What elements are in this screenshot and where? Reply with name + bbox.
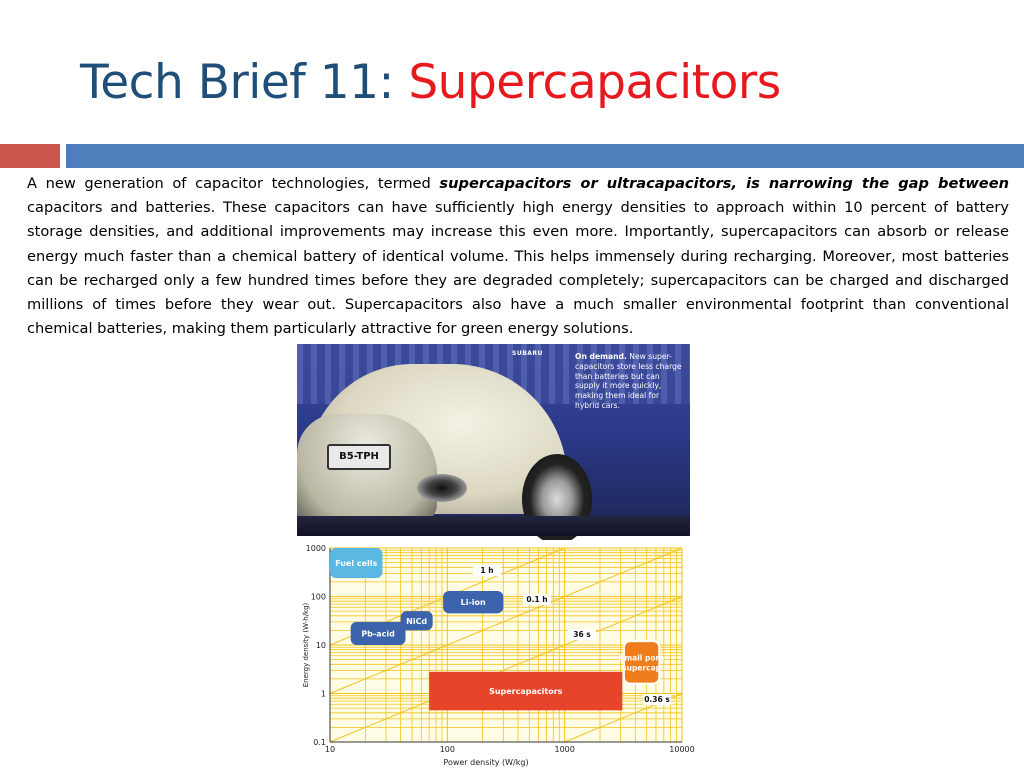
slide-title-accent: Supercapacitors [408,55,781,110]
photo-caption-bold: On demand. [575,352,627,361]
y-tick-label: 100 [310,592,326,602]
time-label: 0.36 s [644,695,670,704]
ragone-chart [297,540,695,768]
slide-title-main: Tech Brief 11: [80,55,394,110]
region-label: Small pore [618,653,665,663]
region-label: Li-ion [460,598,486,608]
title-divider-right-bar [66,144,1024,168]
time-label: 1 h [480,566,494,575]
time-label: 0.1 h [526,595,548,604]
region-label: NiCd [406,616,428,626]
region-label: Fuel cells [335,559,378,569]
region-label: Pb-acid [361,629,395,639]
y-tick-label: 0.1 [313,738,326,747]
title-divider-left-bar [0,144,60,168]
region-label: Supercapacitors [489,687,563,697]
x-axis-title: Power density (W/kg) [443,758,529,767]
license-plate: B5-TPH [327,444,391,470]
body-rest: capacitors and batteries. These capacitors can have sufficiently high energy densities to approach within 10 percent of battery storage densities, and additional improvements may increase this even more. Importantly, supercapacitors can absorb or release energy much faster than a chemical battery of identical volume. This helps immensely during recharging. Moreover, most batteries can be recharged only a few hundred times before they are degraded completely; supercapacitors can be charged and discharged millions of times before they wear out. Supercapacitors also have a much smaller environmental footprint than conventional chemical batteries, making them particularly attractive for green energy solutions. [27,199,1009,338]
ragone-chart-svg [297,540,695,768]
photo-caption-text: New super-capacitors store less charge than batteries but can supply it more quickly, making them ideal for hybrid cars. [575,352,682,410]
y-axis-title: Energy density (W-h/kg) [302,602,310,688]
y-tick-label: 10 [315,641,326,650]
time-label: 36 s [573,630,591,639]
hybrid-car-photo [297,344,690,536]
slide-title [80,48,781,118]
region-label: supercap [622,663,662,673]
x-tick-label: 100 [439,745,455,754]
exhaust-pipe [417,474,467,502]
x-tick-label: 1000 [554,745,575,754]
body-emphasis: supercapacitors or ultracapacitors, is narrowing the gap between [439,175,1009,192]
brand-sign: SUBARU [512,350,543,357]
photo-caption [575,352,683,411]
y-tick-label: 1 [320,689,326,699]
y-tick-label: 1000 [305,544,326,553]
x-tick-label: 10 [324,745,336,754]
body-intro: A new generation of capacitor technologies, termed [27,175,440,192]
x-tick-label: 10000 [669,745,695,754]
photo-floor [297,516,690,536]
body-paragraph [27,172,1009,341]
